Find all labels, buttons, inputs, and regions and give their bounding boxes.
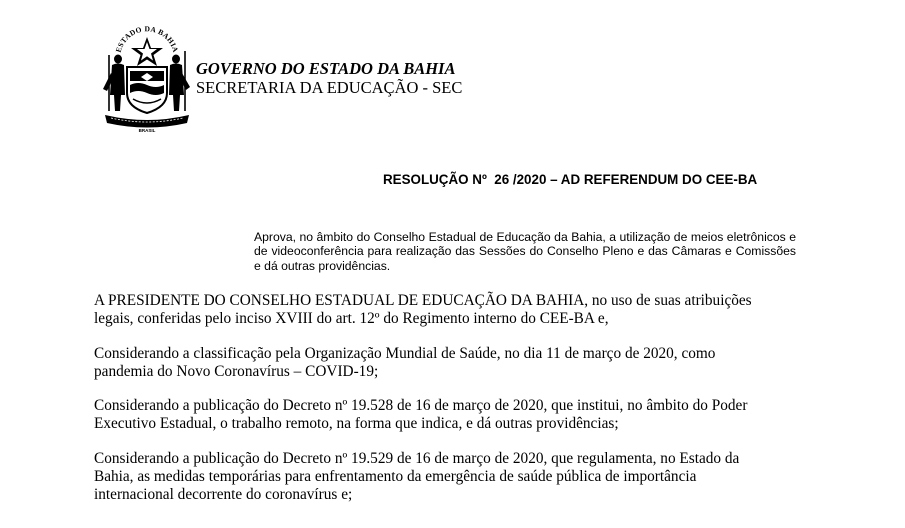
government-name: GOVERNO DO ESTADO DA BAHIA (196, 59, 456, 78)
header-institution (196, 59, 462, 97)
secretariat-name: SECRETARIA DA EDUCAÇÃO - SEC (196, 78, 463, 97)
resolution-title: RESOLUÇÃO Nº 26 /2020 – AD REFERENDUM DO CEE-BA (383, 172, 758, 187)
state-seal-emblem (97, 15, 195, 133)
resolution-summary: Aprova, no âmbito do Conselho Estadual de Educação da Bahia, a utilização de meios eletrônicos e de videoconferência para realização das Sessões do Conselho Pleno e das Câmaras e Comissões e dá outras providências. (254, 230, 796, 273)
paragraph-line: pandemia do Novo Coronavírus – COVID-19; (94, 363, 379, 381)
paragraph-line: legais, conferidas pelo inciso XVIII do art. 12º do Regimento interno do CEE-BA e, (94, 310, 609, 328)
paragraph-considering-decree-19528 (94, 397, 774, 433)
paragraph-line: Considerando a publicação do Decreto nº 19.529 de 16 de março de 2020, que regulamenta, no Estado da (94, 450, 740, 467)
paragraph-preamble (94, 292, 774, 328)
paragraph-line: A PRESIDENTE DO CONSELHO ESTADUAL DE EDUCAÇÃO DA BAHIA, no uso de suas atribuições (94, 292, 752, 309)
paragraph-line: internacional decorrente do coronavírus e; (94, 486, 353, 504)
paragraph-line: Considerando a publicação do Decreto nº 19.528 de 16 de março de 2020, que institui, no âmbito do Poder (94, 397, 748, 414)
paragraph-considering-who (94, 345, 774, 381)
paragraph-line: Executivo Estadual, o trabalho remoto, na forma que indica, e dá outras providências; (94, 415, 619, 433)
paragraph-considering-decree-19529 (94, 450, 774, 505)
paragraph-line: Considerando a classificação pela Organização Mundial de Saúde, no dia 11 de março de 2020, como (94, 345, 716, 362)
seal-arc-text: ESTADO DA BAHIA (113, 24, 181, 54)
paragraph-line: Bahia, as medidas temporárias para enfrentamento da emergência de saúde pública de importância (94, 468, 697, 486)
seal-country-text: BRASIL (138, 128, 156, 133)
